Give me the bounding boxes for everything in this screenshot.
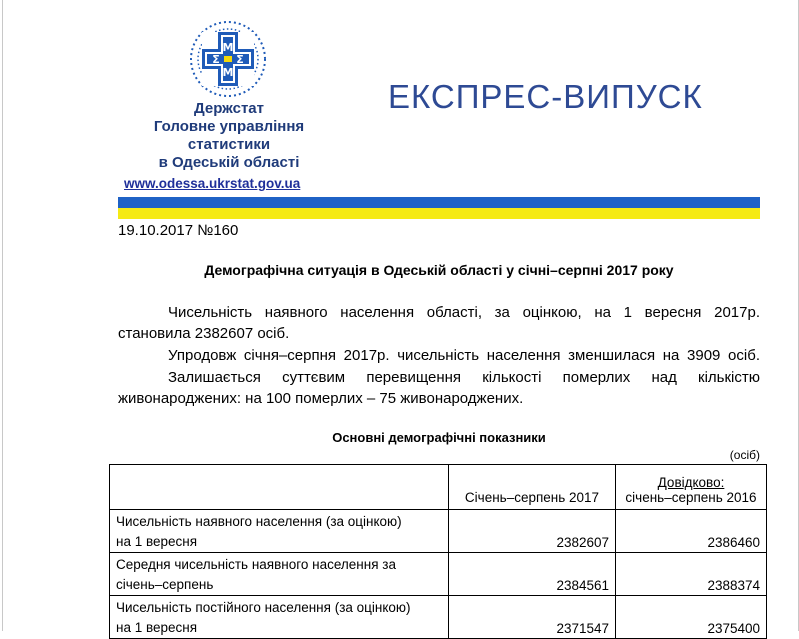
org-line: в Одеській області [158, 154, 300, 171]
document-title: Демографічна ситуація в Одеській області у січні–серпні 2017 року [204, 262, 674, 278]
row-label-line: Чисельність постійного населення (за оцінкою) [116, 600, 411, 615]
row-label [110, 596, 449, 639]
table-row [110, 510, 767, 553]
row-label-line: на 1 вересня [116, 534, 198, 549]
row-value-2016: 2375400 [616, 596, 767, 639]
row-value-2017: 2382607 [449, 510, 616, 553]
blue-band [118, 197, 760, 208]
paragraph-line: Чисельність наявного населення області, за оцінкою, на 1 вересня 2017р. [168, 304, 760, 321]
row-value-2016: 2386460 [616, 510, 767, 553]
organization-name [118, 100, 340, 172]
paragraph-decrease [118, 345, 760, 366]
table-title: Основні демографічні показники [332, 430, 546, 445]
row-label-line: на 1 вересня [116, 620, 198, 635]
table-row [110, 553, 767, 596]
emblem-letter-bottom: М [222, 66, 234, 79]
org-line: Держстат [194, 100, 264, 117]
emblem-letter-left: Σ [212, 53, 220, 66]
header-cell-indicator [110, 465, 449, 510]
paragraph-mortality [118, 367, 760, 409]
demographic-indicators-table [109, 464, 767, 639]
paragraph-line: становила 2382607 осіб. [118, 325, 290, 342]
row-label [110, 510, 449, 553]
release-date-number: 19.10.2017 №160 [118, 222, 239, 239]
row-value-2017: 2384561 [449, 553, 616, 596]
yellow-band [118, 208, 760, 219]
header-period-label: січень–серпень 2016 [625, 490, 757, 505]
header-reference-label: Довідково: [657, 475, 725, 490]
header-cell-2016 [616, 465, 767, 510]
table-units: (осіб) [729, 448, 760, 462]
express-release-title: ЕКСПРЕС-ВИПУСК [388, 78, 703, 115]
org-line: Головне управління [153, 118, 305, 135]
org-line: статистики [187, 136, 271, 153]
table-row [110, 596, 767, 639]
row-label-line: Чисельність наявного населення (за оцінкою) [116, 514, 402, 529]
page-left-edge [2, 0, 3, 631]
row-value-2016: 2388374 [616, 553, 767, 596]
row-value-2017: 2371547 [449, 596, 616, 639]
header-cell-2017: Січень–серпень 2017 [449, 465, 616, 510]
ukrstat-emblem-icon [188, 20, 268, 98]
paragraph-line: Залишається суттєвим перевищення кількості померлих над кількістю [168, 369, 760, 386]
paragraph-population [118, 302, 760, 344]
emblem-letter-right: Σ [236, 53, 244, 66]
row-label-line: січень–серпень [116, 577, 214, 592]
emblem-letter-top: М [222, 41, 234, 54]
website-link[interactable]: www.odessa.ukrstat.gov.ua [124, 176, 301, 191]
paragraph-line: живонароджених: на 100 померлих – 75 живонароджених. [118, 390, 524, 407]
paragraph-line: Упродовж січня–серпня 2017р. чисельність населення зменшилася на 3909 осіб. [168, 347, 760, 364]
row-label-line: Середня чисельність наявного населення за [116, 557, 396, 572]
table-header-row [110, 465, 767, 510]
row-label [110, 553, 449, 596]
